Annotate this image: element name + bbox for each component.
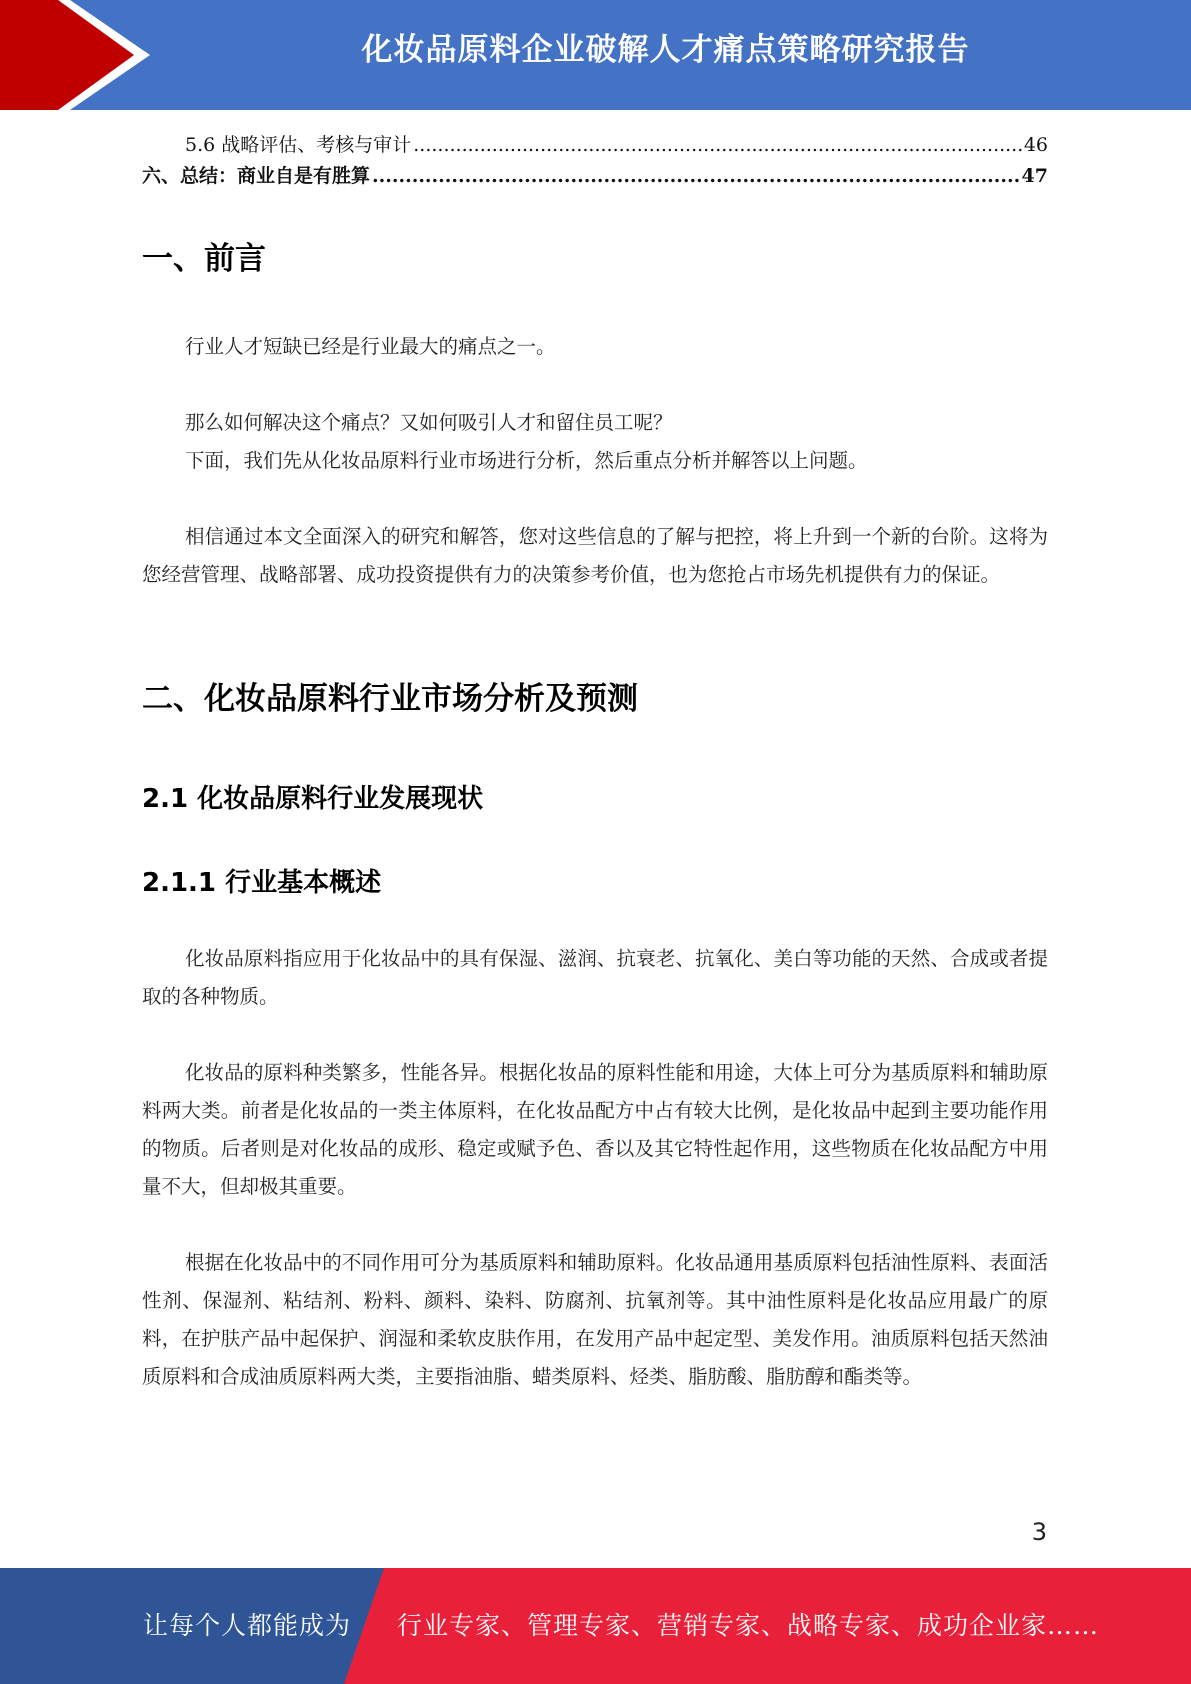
market-paragraph: 化妆品原料指应用于化妆品中的具有保湿、滋润、抗衰老、抗氧化、美白等功能的天然、合成或者提取的各种物质。 — [142, 947, 1048, 1008]
toc-entry[interactable] — [142, 161, 1048, 191]
preface-paragraph: 下面，我们先从化妆品原料行业市场进行分析，然后重点分析并解答以上问题。 — [185, 449, 868, 472]
overview-subheading: 2.1.1 行业基本概述 — [142, 868, 382, 898]
preface-paragraph: 那么如何解决这个痛点？又如何吸引人才和留住员工呢？ — [185, 411, 673, 434]
header-banner — [0, 0, 1191, 110]
toc-dot-leader — [372, 165, 1020, 187]
chevron-arrow-icon — [0, 0, 160, 110]
toc-entry-text: 5.6 战略评估、考核与审计 — [185, 134, 412, 156]
preface-heading: 一、前言 — [142, 241, 266, 277]
toc-entry-page: 47 — [1021, 165, 1048, 187]
preface-paragraph: 相信通过本文全面深入的研究和解答，您对这些信息的了解与把控，将上升到一个新的台阶。这将为您经营管理、战略部署、成功投资提供有力的决策参考价值，也为您抢占市场先机提供有力的保证。 — [142, 525, 1048, 586]
footer-slogan-left: 让每个人都能成为 — [143, 1611, 352, 1640]
page-number: 3 — [1031, 1518, 1047, 1546]
market-heading: 二、化妆品原料行业市场分析及预测 — [142, 681, 638, 717]
toc-entry-text: 六、总结：商业自是有胜算 — [142, 165, 371, 187]
toc-entry[interactable] — [142, 130, 1048, 160]
footer-banner — [0, 1568, 1191, 1684]
report-title: 化妆品原料企业破解人才痛点策略研究报告 — [361, 32, 970, 68]
toc-entry-page: 46 — [1023, 134, 1048, 156]
toc-dot-leader — [413, 134, 1022, 156]
market-paragraph: 根据在化妆品中的不同作用可分为基质原料和辅助原料。化妆品通用基质原料包括油性原料、表面活性剂、保湿剂、粘结剂、粉料、颜料、染料、防腐剂、抗氧剂等。其中油性原料是化妆品应用最广的原料，在护肤产品中起保护、润湿和柔软皮肤作用，在发用产品中起定型、美发作用。油质原料包括天然油质原料和合成油质原料两大类，主要指油脂、蜡类原料、烃类、脂肪酸、脂肪醇和酯类等。 — [142, 1251, 1048, 1388]
footer-slogan-right: 行业专家、管理专家、营销专家、战略专家、成功企业家…… — [397, 1611, 1100, 1640]
market-paragraph: 化妆品的原料种类繁多，性能各异。根据化妆品的原料性能和用途，大体上可分为基质原料和辅助原料两大类。前者是化妆品的一类主体原料，在化妆品配方中占有较大比例，是化妆品中起到主要功能作用的物质。后者则是对化妆品的成形、稳定或赋予色、香以及其它特性起作用，这些物质在化妆品配方中用量不大，但却极其重要。 — [142, 1061, 1048, 1198]
preface-paragraph: 行业人才短缺已经是行业最大的痛点之一。 — [185, 335, 556, 358]
market-subheading: 2.1 化妆品原料行业发展现状 — [142, 784, 484, 814]
